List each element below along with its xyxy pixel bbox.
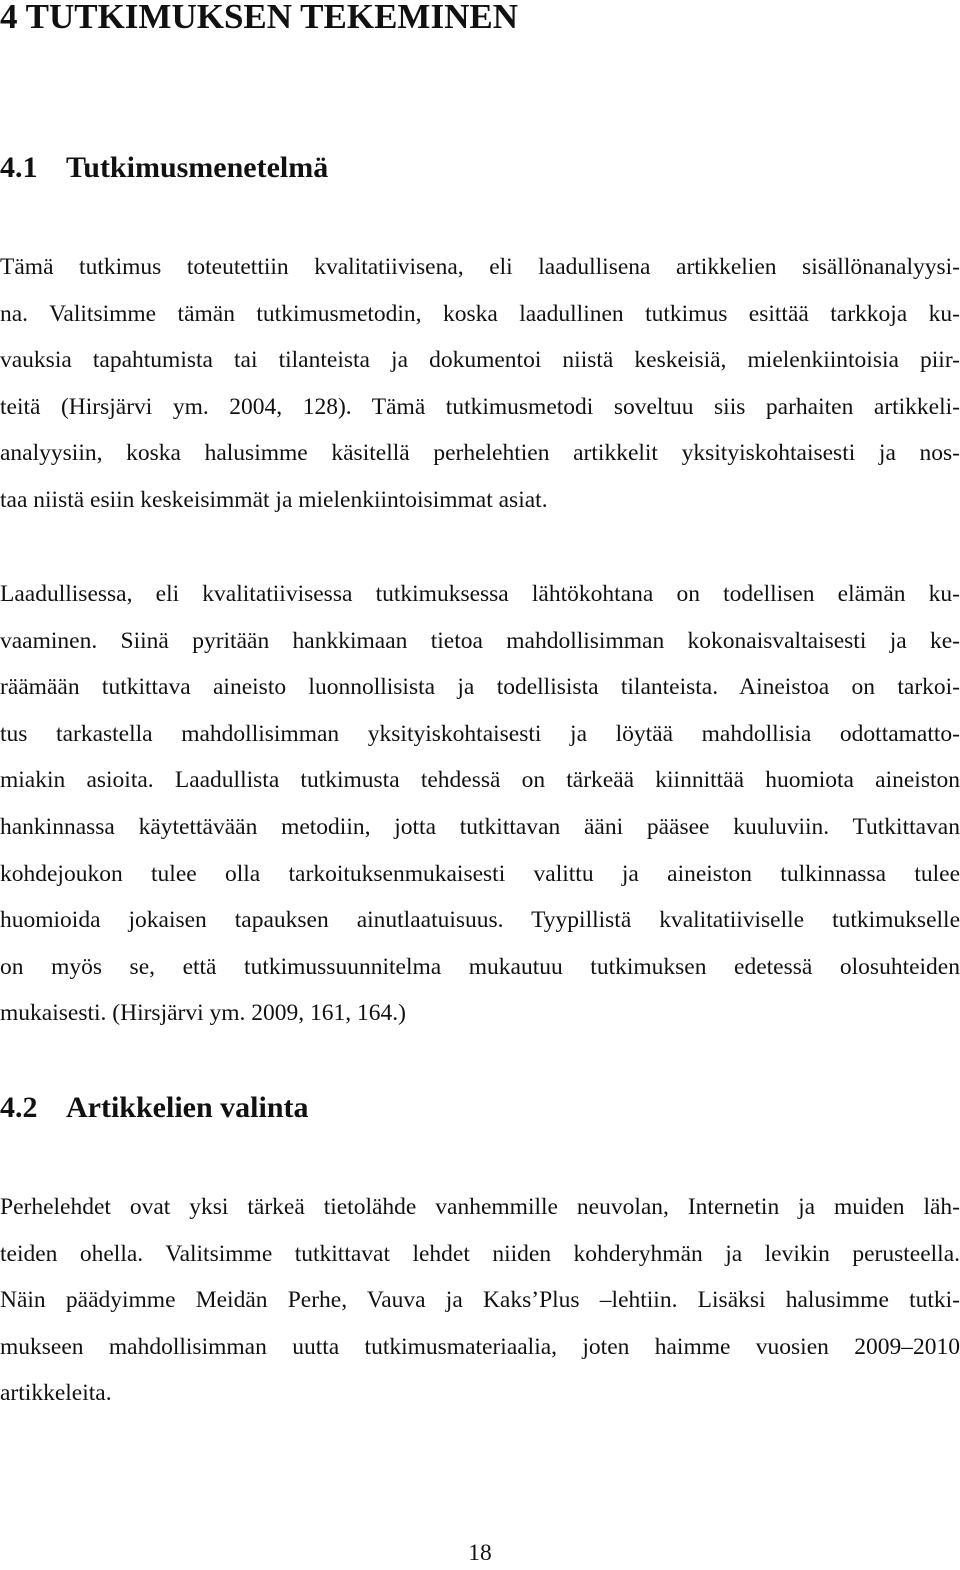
text-line: Tämä tutkimus toteutettiin kvalitatiivisena, eli laadullisena artikkelien sisällönanalyysi- xyxy=(0,254,960,280)
text-line: analyysiin, koska halusimme käsitellä perhelehtien artikkelit yksityiskohtaisesti ja nos- xyxy=(0,440,960,467)
text-line: mukaisesti. (Hirsjärvi ym. 2009, 161, 164.) xyxy=(0,1000,406,1027)
text-line: na. Valitsimme tämän tutkimusmetodin, koska laadullinen tutkimus esittää tarkkoja ku- xyxy=(0,300,960,327)
text-line: hankinnassa käytettävään metodiin, jotta tutkittavan ääni pääsee kuuluviin. Tutkittavan xyxy=(0,813,960,840)
section-title: Artikkelien valinta xyxy=(66,1091,309,1124)
paragraph xyxy=(0,571,960,1037)
text-line: vauksia tapahtumista tai tilanteista ja dokumentoi niistä keskeisiä, mielenkiintoisia piir- xyxy=(0,347,960,374)
section-title: Tutkimusmenetelmä xyxy=(66,151,329,184)
text-line: mukseen mahdollisimman uutta tutkimusmateriaalia, joten haimme vuosien 2009–2010 xyxy=(0,1333,960,1360)
text-line: taa niistä esiin keskeisimmät ja mielenkiintoisimmat asiat. xyxy=(0,486,548,513)
chapter-heading: 4 TUTKIMUKSEN TEKEMINEN xyxy=(0,0,518,36)
text-line: Näin päädyimme Meidän Perhe, Vauva ja Kaks’Plus –lehtiin. Lisäksi halusimme tutki- xyxy=(0,1287,960,1314)
section-heading-4-2 xyxy=(0,1088,309,1128)
text-line: räämään tutkittava aineisto luonnollisista ja todellisista tilanteista. Aineistoa on tarkoi- xyxy=(0,674,960,701)
section-number: 4.2 xyxy=(0,1091,38,1124)
text-line: Laadullisessa, eli kvalitatiivisessa tutkimuksessa lähtökohtana on todellisen elämän ku- xyxy=(0,581,960,607)
paragraph xyxy=(0,244,960,524)
text-line: on myös se, että tutkimussuunnitelma mukautuu tutkimuksen edetessä olosuhteiden xyxy=(0,953,960,980)
section-number: 4.1 xyxy=(0,151,38,184)
text-line: vaaminen. Siinä pyritään hankkimaan tietoa mahdollisimman kokonaisvaltaisesti ja ke- xyxy=(0,627,960,654)
text-line: miakin asioita. Laadullista tutkimusta tehdessä on tärkeää kiinnittää huomiota aineiston xyxy=(0,767,960,794)
text-line: Perhelehdet ovat yksi tärkeä tietolähde vanhemmille neuvolan, Internetin ja muiden läh- xyxy=(0,1194,960,1220)
text-line: artikkeleita. xyxy=(0,1380,112,1407)
text-line: kohdejoukon tulee olla tarkoituksenmukaisesti valittu ja aineiston tulkinnassa tulee xyxy=(0,860,960,887)
section-heading-4-1 xyxy=(0,148,328,188)
text-line: huomioida jokaisen tapauksen ainutlaatuisuus. Tyypillistä kvalitatiiviselle tutkimukselle xyxy=(0,907,960,934)
paragraph xyxy=(0,1184,960,1417)
text-line: tus tarkastella mahdollisimman yksityiskohtaisesti ja löytää mahdollisia odottamatto- xyxy=(0,720,960,747)
text-line: teitä (Hirsjärvi ym. 2004, 128). Tämä tutkimusmetodi soveltuu siis parhaiten artikkeli- xyxy=(0,393,960,420)
text-line: teiden ohella. Valitsimme tutkittavat lehdet niiden kohderyhmän ja levikin perusteella. xyxy=(0,1240,960,1267)
page-number: 18 xyxy=(468,1540,492,1566)
